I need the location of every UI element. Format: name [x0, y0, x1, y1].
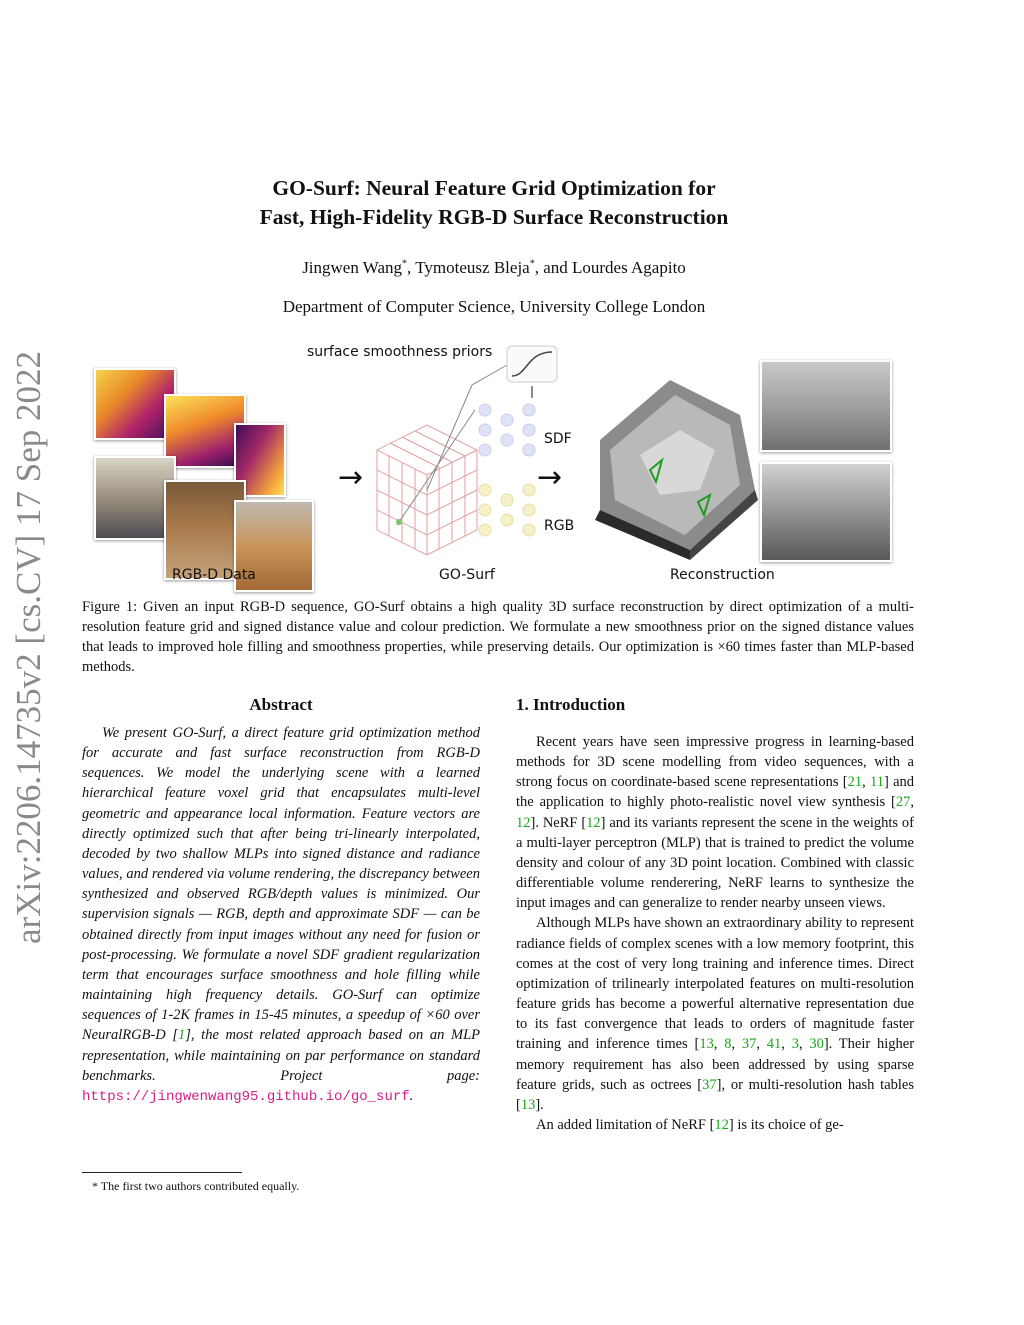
- citation[interactable]: 12: [714, 1116, 729, 1133]
- intro-text: ]. Their higher memory requirement has also been addressed by using sparse feature grids, such as octrees [: [516, 1036, 915, 1093]
- arrow-1: →: [338, 460, 364, 495]
- rgbd-input-stack: [94, 368, 254, 568]
- intro-text: Recent years have seen impressive progress in learning-based methods for 3D scene modelling from video sequences, with a strong focus on coordinate-based scene representations [: [516, 734, 914, 791]
- label-gosurf: GO-Surf: [439, 567, 495, 583]
- figure-caption: Figure 1: Given an input RGB-D sequence, GO-Surf obtains a high quality 3D surface reconstruction by direct optimization of a multi-resolution feature grid and signed distance value and colour prediction. We formulate a new smoothness prior on the signed distance values that leads to improved hole filling and smoothness properties, while preserving details. Our optimization is ×60 times faster than MLP-based methods.: [82, 599, 914, 675]
- intro-text: ] is its choice of ge-: [728, 1116, 844, 1133]
- abstract-text: We present GO-Surf, a direct feature grid optimization method for accurate and fast surface reconstruction from RGB-D sequences. We model the underlying scene with a learned hierarchical feature voxel grid that encapsulates multi-level geometric and appearance local information. Feature vectors are directly optimized such that after being tri-linearly interpolated, decoded by two shallow MLPs into signed distance and radiance values, and rendered via volume rendering, the discrepancy between synthesized and observed RGB/depth values is minimized. Our supervision signals — RGB, depth and approximate SDF — can be obtained directly from input images without any need for fusion or post-processing. We formulate a novel SDF gradient regularization term that encourages surface smoothness and hole filling while maintaining high frequency details. GO-Surf can optimize sequences of 1-2K frames in 15-45 minutes, a speedup of ×60 over NeuralRGB-D [: [82, 725, 480, 1044]
- intro-text: ,: [781, 1036, 792, 1053]
- citation[interactable]: 13: [520, 1096, 536, 1113]
- citation[interactable]: 21: [847, 774, 863, 791]
- intro-text: ,: [862, 774, 871, 791]
- citation[interactable]: 12: [516, 814, 531, 831]
- citation[interactable]: 12: [586, 814, 601, 831]
- recon-view-kitchen: [760, 462, 892, 562]
- label-sdf: SDF: [544, 431, 572, 447]
- project-page-link[interactable]: https://jingwenwang95.github.io/go_surf: [82, 1088, 410, 1105]
- label-rgb: RGB: [544, 518, 575, 534]
- recon-view-living-room: [760, 360, 892, 452]
- citation[interactable]: 37: [702, 1076, 717, 1093]
- citation[interactable]: 13: [699, 1036, 714, 1053]
- author-name: Jingwen Wang: [302, 258, 403, 277]
- abstract-text: ], the most related approach based on an MLP representation, while maintaining on par performance on standard benchmarks. Project page:: [82, 1027, 480, 1084]
- label-rgbd-data: RGB-D Data: [172, 567, 256, 583]
- intro-text: ] and its variants represent the scene in the weights of a multi-layer perceptron (MLP) that is trained to predict the volume density and colour of any 3D point location. Combined with classic differentiable volume renderering, NeRF learns to synthesize the input images and can generalize to render nearby unseen views.: [516, 814, 914, 912]
- label-reconstruction: Reconstruction: [670, 567, 775, 583]
- intro-paragraph: [516, 1115, 914, 1135]
- abstract-text: .: [409, 1087, 414, 1104]
- title-line-1: GO-Surf: Neural Feature Grid Optimization for: [272, 176, 716, 200]
- author-mark: *: [402, 258, 408, 270]
- author-list: [140, 258, 848, 278]
- footnote-rule: [82, 1172, 242, 1173]
- abstract-heading: Abstract: [249, 695, 313, 714]
- author-name: Lourdes Agapito: [572, 258, 686, 277]
- title-line-2: Fast, High-Fidelity RGB-D Surface Reconstruction: [259, 205, 729, 229]
- label-smoothness-priors: surface smoothness priors: [307, 344, 493, 360]
- footnote: * The first two authors contributed equally.: [92, 1179, 300, 1193]
- abstract-body: [82, 723, 480, 1107]
- author-mark: *: [529, 258, 535, 270]
- intro-text: ].: [535, 1096, 544, 1113]
- citation[interactable]: 41: [766, 1036, 782, 1053]
- figure-1: [82, 340, 922, 590]
- intro-text: ,: [713, 1036, 725, 1053]
- introduction-body: [516, 732, 914, 1135]
- author-separator: ,: [407, 258, 416, 277]
- intro-text: ,: [731, 1036, 742, 1053]
- citation[interactable]: 1: [178, 1027, 186, 1044]
- intro-text: ,: [798, 1036, 810, 1053]
- intro-text: An added limitation of NeRF [: [536, 1116, 715, 1133]
- citation[interactable]: 27: [895, 794, 911, 811]
- arxiv-sidebar-stamp: arXiv:2206.14735v2 [cs.CV] 17 Sep 2022: [9, 350, 48, 944]
- author-name: Tymoteusz Bleja: [415, 258, 530, 277]
- citation[interactable]: 3: [791, 1036, 799, 1053]
- citation[interactable]: 30: [809, 1036, 824, 1053]
- reconstruction-render: [580, 360, 765, 560]
- intro-text: ]. NeRF [: [530, 814, 587, 831]
- intro-text: ] and the application to highly photo-realistic novel view synthesis [: [516, 774, 915, 811]
- author-separator: , and: [534, 258, 573, 277]
- citation[interactable]: 11: [870, 774, 884, 791]
- intro-text: ,: [910, 794, 914, 811]
- citation[interactable]: 8: [724, 1036, 732, 1053]
- intro-text: Although MLPs have shown an extraordinary ability to represent radiance fields of complex scenes with a low memory footprint, this comes at the cost of very long training and inference times. Direct optimization of trilinearly interpolated features on multi-resolution feature grids has become a powerful alternative representation due to its fast convergence that leads to orders of magnitude faster training and inference times [: [516, 915, 914, 1053]
- intro-text: ], or multi-resolution hash tables [: [516, 1076, 914, 1113]
- intro-paragraph: [516, 732, 914, 913]
- paper-title: [140, 174, 848, 232]
- citation[interactable]: 37: [741, 1036, 757, 1053]
- intro-paragraph: [516, 913, 914, 1115]
- affiliation: Department of Computer Science, University College London: [282, 297, 706, 316]
- introduction-heading: 1. Introduction: [516, 695, 626, 714]
- feature-grid-diagram: [367, 340, 597, 570]
- arrow-2: →: [537, 460, 563, 495]
- intro-text: ,: [756, 1036, 767, 1053]
